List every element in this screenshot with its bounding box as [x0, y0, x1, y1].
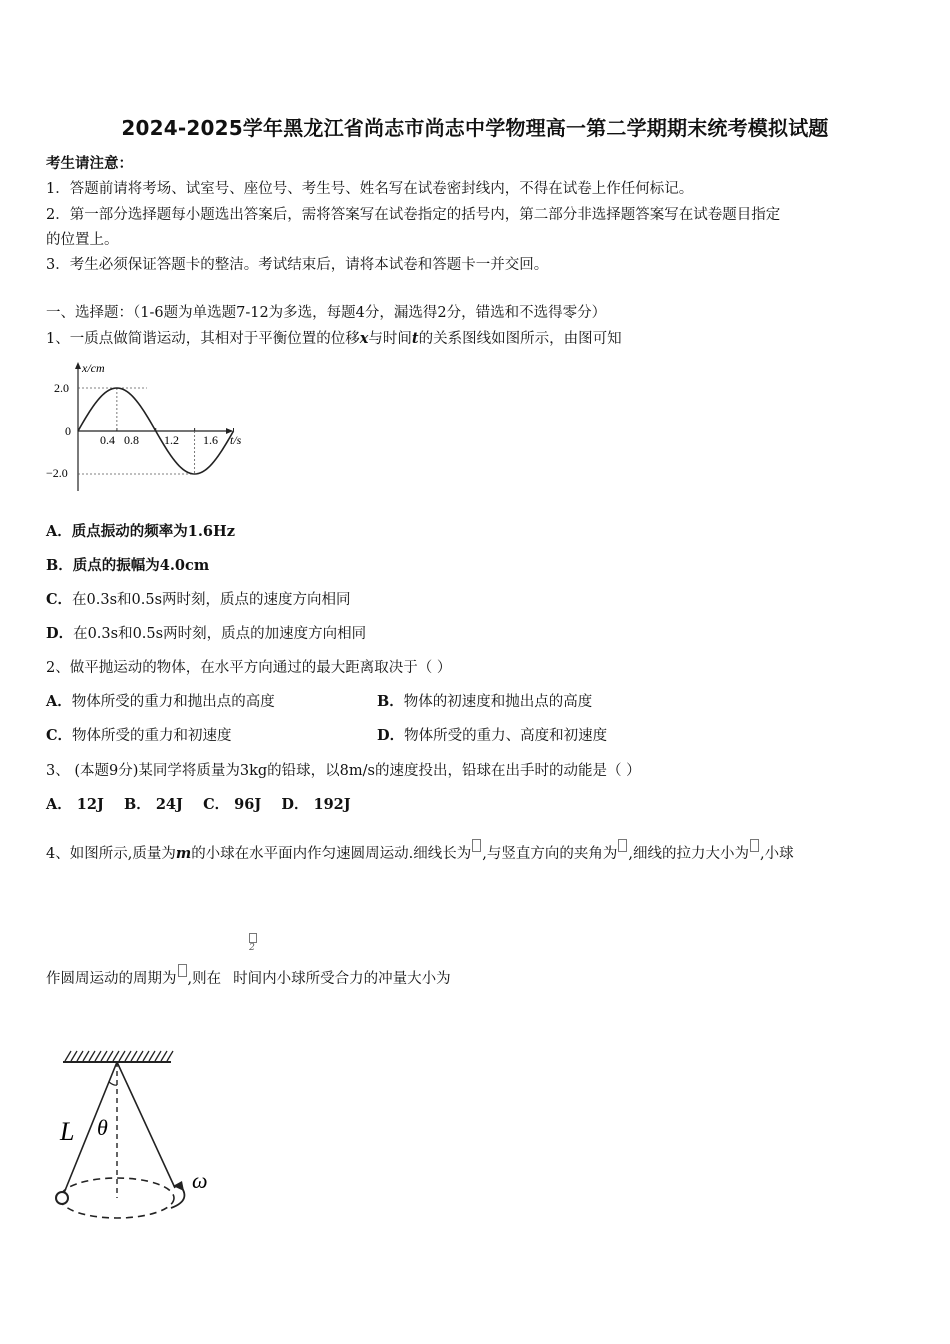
option-letter: B．	[377, 693, 404, 710]
graph-y-tick-label: −2.0	[46, 466, 68, 480]
notice-item: 3．考生必须保证答题卡的整洁。考试结束后，请将本试卷和答题卡一并交回。	[46, 257, 549, 273]
y-axis-arrow-icon	[75, 362, 81, 369]
question-4-line-2	[46, 964, 451, 988]
hatch-line	[65, 1051, 71, 1061]
hatch-line	[107, 1051, 113, 1061]
q4-text: 作圆周运动的周期为	[46, 971, 177, 987]
q4-text: ,细线的拉力大小为	[628, 846, 750, 862]
q1-var-t: t	[411, 330, 419, 347]
missing-formula-icon	[178, 964, 187, 977]
missing-formula-icon	[472, 839, 481, 852]
q1-option-d[interactable]	[46, 622, 366, 643]
hatch-line	[155, 1051, 161, 1061]
q3-options[interactable]: A． 12J B． 24J C． 96J D． 192J	[46, 796, 351, 813]
label-omega: ω	[192, 1168, 208, 1193]
missing-formula-icon	[249, 933, 257, 943]
q4-text: 的小球在水平面内作匀速圆周运动.细线长为	[191, 846, 472, 862]
graph-x-tick-label: 1.2	[164, 433, 179, 447]
option-text: 物体所受的重力、高度和初速度	[404, 728, 608, 744]
q1-stem-a: 1、一质点做简谐运动，其相对于平衡位置的位移	[46, 331, 360, 347]
hatch-line	[71, 1051, 77, 1061]
hatch-line	[125, 1051, 131, 1061]
hatch-line	[101, 1051, 107, 1061]
missing-formula-icon	[618, 839, 627, 852]
option-text: 物体所受的重力和抛出点的高度	[71, 694, 275, 710]
hatch-line	[137, 1051, 143, 1061]
q2-option-b[interactable]	[377, 690, 592, 711]
graph-y-tick-label: 2.0	[54, 381, 69, 395]
q4-text: ,小球	[760, 846, 794, 862]
hatch-line	[83, 1051, 89, 1061]
missing-formula-icon	[750, 839, 759, 852]
graph-axes	[75, 362, 234, 491]
cone-side-line	[117, 1062, 175, 1188]
hatch-line	[95, 1051, 101, 1061]
page-title: 2024-2025学年黑龙江省尚志市尚志中学物理高一第二学期期末统考模拟试题	[121, 116, 829, 140]
q1-option-c[interactable]	[46, 588, 351, 609]
notice-item: 2．第一部分选择题每小题选出答案后，需将答案写在试卷指定的括号内，第二部分非选择题答案写在试卷题目指定	[46, 207, 781, 223]
q4-var-m: m	[175, 845, 192, 862]
conical-pendulum-figure	[45, 1040, 225, 1230]
hatch-line	[167, 1051, 173, 1061]
question-4-stem	[46, 839, 794, 863]
label-L: L	[60, 1117, 75, 1146]
angle-arc	[109, 1082, 117, 1085]
q1-option-b[interactable]	[46, 554, 209, 575]
option-letter: D．	[46, 625, 74, 642]
hatch-line	[119, 1051, 125, 1061]
q4-text: 时间内小球所受合力的冲量大小为	[233, 971, 451, 987]
q1-stem-c: 的关系图线如图所示，由图可知	[418, 331, 622, 347]
q1-stem-b: 与时间	[368, 331, 412, 347]
hatch-line	[131, 1051, 137, 1061]
displacement-time-graph	[40, 356, 260, 501]
hatch-line	[89, 1051, 95, 1061]
graph-x-axis-label: t/s	[230, 433, 242, 447]
graph-x-tick-label: 1.6	[203, 433, 218, 447]
notice-item: 1．答题前请将考场、试室号、座位号、考生号、姓名写在试卷密封线内，不得在试卷上作任何标记。	[46, 181, 694, 197]
fraction-denominator: 2	[249, 943, 255, 953]
q2-option-c[interactable]	[46, 724, 232, 745]
fraction-formula	[248, 933, 256, 953]
question-3-stem: 3、 (本题9分)某同学将质量为3kg的铅球，以8m/s的速度投出，铅球在出手时的动能是（ ）	[46, 763, 641, 779]
q4-text: 4、如图所示,质量为	[46, 846, 176, 862]
option-text: 质点的振幅为4.0cm	[72, 557, 210, 574]
section-heading: 一、选择题：（1-6题为单选题7-12为多选，每题4分，漏选得2分，错选和不选得零分）	[46, 305, 607, 321]
question-2-stem: 2、做平抛运动的物体，在水平方向通过的最大距离取决于（ ）	[46, 660, 452, 676]
notice-heading: 考生请注意：	[46, 155, 133, 172]
option-letter: A．	[46, 523, 72, 540]
ceiling-hatching	[65, 1051, 173, 1061]
question-1-stem	[46, 327, 622, 348]
option-text: 物体的初速度和抛出点的高度	[403, 694, 593, 710]
rotation-arrowhead-icon	[173, 1181, 184, 1191]
graph-y-axis-label: x/cm	[82, 361, 105, 375]
notice-item: 的位置上。	[46, 232, 119, 248]
option-letter: A．	[46, 693, 72, 710]
hatch-line	[77, 1051, 83, 1061]
option-letter: D．	[377, 727, 405, 744]
option-letter: C．	[46, 727, 73, 744]
option-text: 物体所受的重力和初速度	[72, 728, 232, 744]
q4-text: ,与竖直方向的夹角为	[482, 846, 618, 862]
q4-text: ,则在	[187, 971, 222, 987]
label-theta: θ	[97, 1115, 108, 1140]
option-letter: B．	[46, 557, 73, 574]
hatch-line	[149, 1051, 155, 1061]
q1-var-x: x	[359, 330, 369, 347]
q2-option-d[interactable]	[377, 724, 607, 745]
option-text: 在0.3s和0.5s两时刻，质点的速度方向相同	[72, 592, 351, 608]
hatch-line	[113, 1051, 119, 1061]
ball	[56, 1192, 68, 1204]
option-text: 在0.3s和0.5s两时刻，质点的加速度方向相同	[73, 626, 367, 642]
graph-y-tick-label: 0	[65, 424, 71, 438]
q1-option-a[interactable]	[46, 520, 235, 541]
graph-x-tick-label: 0.4	[100, 433, 115, 447]
graph-x-tick-label: 0.8	[124, 433, 139, 447]
hatch-line	[143, 1051, 149, 1061]
option-text: 质点振动的频率为1.6Hz	[71, 523, 235, 540]
q2-option-a[interactable]	[46, 690, 275, 711]
option-letter: C．	[46, 591, 73, 608]
hatch-line	[161, 1051, 167, 1061]
